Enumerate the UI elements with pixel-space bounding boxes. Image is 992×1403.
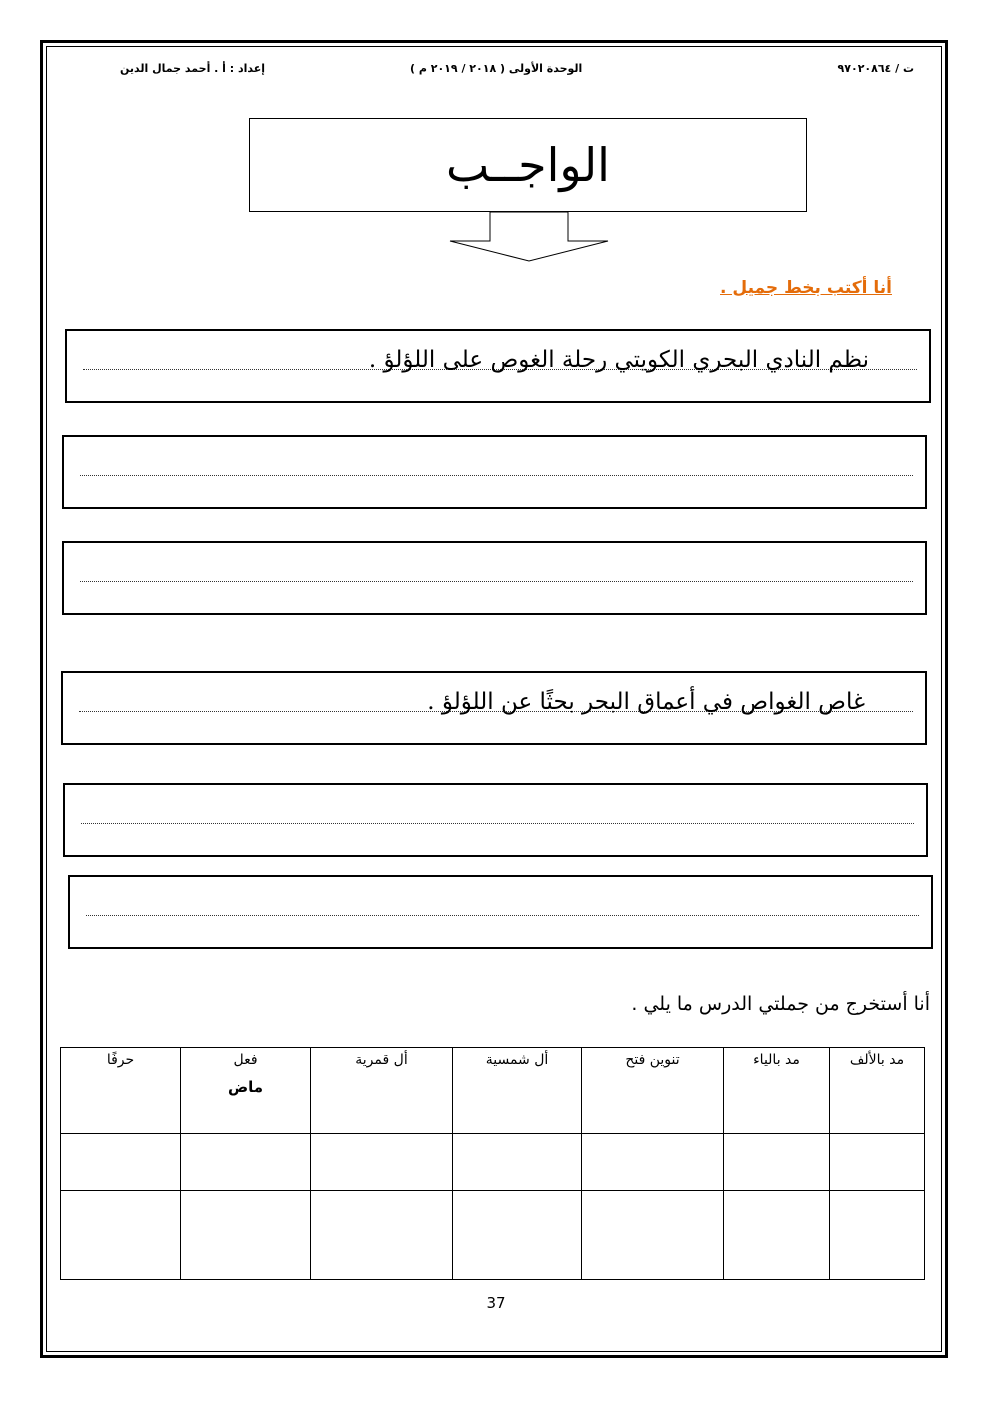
header-unit: الوحدة الأولى ( ٢٠١٨ / ٢٠١٩ م )	[410, 62, 583, 75]
model-sentence-2: غاص الغواص في أعماق البحر بحثًا عن اللؤلؤ .	[427, 689, 865, 715]
down-arrow-icon	[447, 211, 611, 263]
answer-cell[interactable]	[311, 1134, 453, 1191]
model-sentence-1: نظم النادي البحري الكويتي رحلة الغوص على اللؤلؤ .	[368, 347, 869, 373]
column-header: مد بالياء	[724, 1048, 830, 1134]
writing-box-1a[interactable]	[62, 435, 927, 509]
dotted-line	[80, 581, 913, 582]
answer-cell[interactable]	[582, 1191, 724, 1280]
answer-cell[interactable]	[311, 1191, 453, 1280]
answer-cell[interactable]	[453, 1191, 582, 1280]
column-header: حرفًا	[61, 1048, 181, 1134]
answer-cell[interactable]	[830, 1191, 925, 1280]
column-header: تنوين فتح	[582, 1048, 724, 1134]
table-row	[61, 1191, 925, 1280]
answer-cell[interactable]	[724, 1134, 830, 1191]
writing-box-1b[interactable]	[62, 541, 927, 615]
writing-box-model-1	[65, 329, 931, 403]
answer-cell[interactable]	[181, 1191, 311, 1280]
writing-box-model-2	[61, 671, 927, 745]
extract-instruction: أنا أستخرج من جملتي الدرس ما يلي .	[631, 993, 930, 1015]
extract-table	[60, 1047, 925, 1280]
table-row	[61, 1134, 925, 1191]
answer-cell[interactable]	[61, 1191, 181, 1280]
column-header: فعل ماض	[181, 1048, 311, 1134]
answer-cell[interactable]	[181, 1134, 311, 1191]
answer-cell[interactable]	[582, 1134, 724, 1191]
answer-cell[interactable]	[453, 1134, 582, 1191]
section-heading-handwriting: أنا أكتب بخط جميل .	[720, 278, 892, 298]
title-box	[249, 118, 807, 212]
dotted-line	[80, 475, 913, 476]
column-header: أل قمرية	[311, 1048, 453, 1134]
page-number: 37	[486, 1294, 506, 1312]
header-author: إعداد : أ . أحمد جمال الدين	[120, 62, 266, 75]
page-title: الواجــب	[446, 138, 610, 192]
writing-box-2a[interactable]	[63, 783, 928, 857]
dotted-line	[86, 915, 919, 916]
column-header: مد بالألف	[830, 1048, 925, 1134]
header-phone: ت / ٩٧٠٢٠٨٦٤	[837, 62, 914, 75]
answer-cell[interactable]	[61, 1134, 181, 1191]
dotted-line	[81, 823, 914, 824]
writing-box-2b[interactable]	[68, 875, 933, 949]
answer-cell[interactable]	[830, 1134, 925, 1191]
table-header-row	[61, 1048, 925, 1134]
answer-cell[interactable]	[724, 1191, 830, 1280]
column-header: أل شمسية	[453, 1048, 582, 1134]
column-subheader: ماض	[227, 1078, 264, 1096]
